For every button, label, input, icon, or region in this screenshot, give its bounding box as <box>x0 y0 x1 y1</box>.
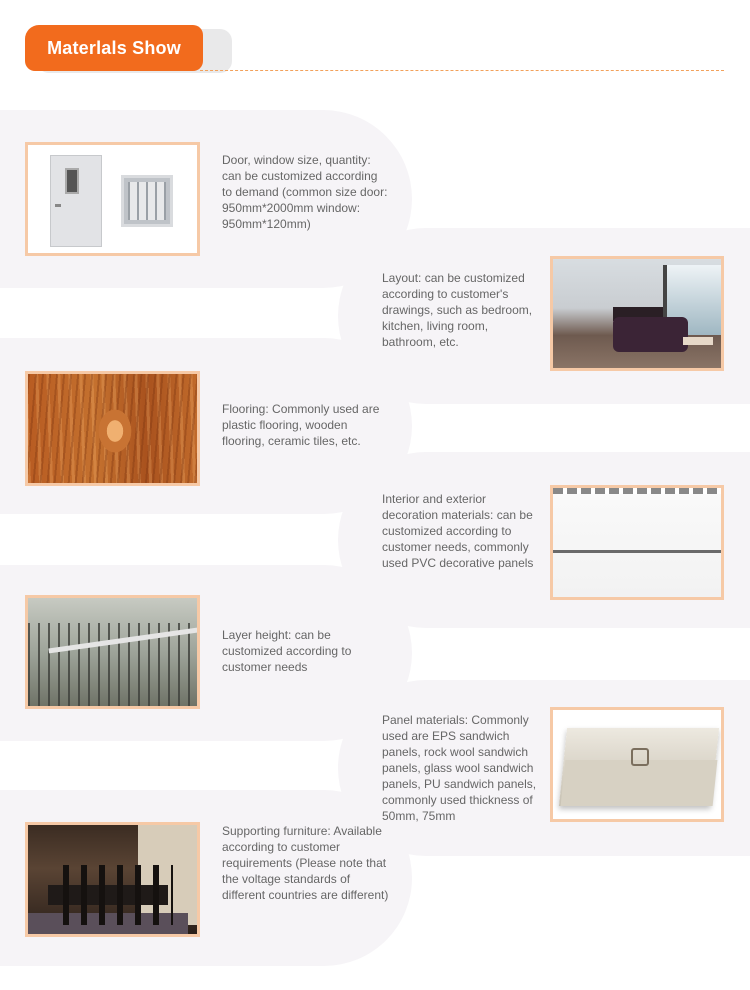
window-illustration <box>121 175 173 227</box>
header-divider <box>200 70 724 71</box>
furniture-chairs <box>63 865 173 925</box>
layout-description: Layout: can be customized according to customer's drawings, such as bedroom, kitchen, living room, bathroom, etc. <box>382 271 533 349</box>
door-glass <box>65 168 79 194</box>
layout-image <box>550 256 724 371</box>
sandwich-panel-face <box>561 760 718 806</box>
door-window-image <box>25 142 200 256</box>
section-header <box>25 25 205 71</box>
flooring-description: Flooring: Commonly used are plastic flooring, wooden flooring, ceramic tiles, etc. <box>222 402 380 448</box>
panel-image <box>550 707 724 822</box>
decoration-image <box>550 485 724 600</box>
flooring-image <box>25 371 200 486</box>
panel-seam <box>553 550 721 553</box>
section-title: Materlals Show <box>47 38 181 58</box>
door-window-description: Door, window size, quantity: can be customized according to demand (common size door: 950mm*2000mm window: 950mm*120mm) <box>222 153 388 231</box>
sandwich-panel-joint <box>631 748 649 766</box>
window-bars <box>128 182 166 220</box>
panel-description: Panel materials: Commonly used are EPS sandwich panels, rock wool sandwich panels, glass wool sandwich panels, PU sandwich panels, commonly used thickness of 50mm, 75mm <box>382 713 537 823</box>
furniture-image <box>25 822 200 937</box>
layer-height-image <box>25 595 200 709</box>
decoration-description: Interior and exterior decoration materials: can be customized according to customer needs, commonly used PVC decorative panels <box>382 492 534 570</box>
door-handle <box>55 204 61 207</box>
layer-height-description: Layer height: can be customized according to customer needs <box>222 628 352 674</box>
furniture-description: Supporting furniture: Available according to customer requirements (Please note that the voltage standards of different countries are different) <box>222 824 389 902</box>
wood-knot <box>96 406 134 456</box>
room-table <box>683 337 713 345</box>
door-illustration <box>50 155 102 247</box>
room-sofa <box>613 317 688 352</box>
panel-edge <box>553 488 721 494</box>
